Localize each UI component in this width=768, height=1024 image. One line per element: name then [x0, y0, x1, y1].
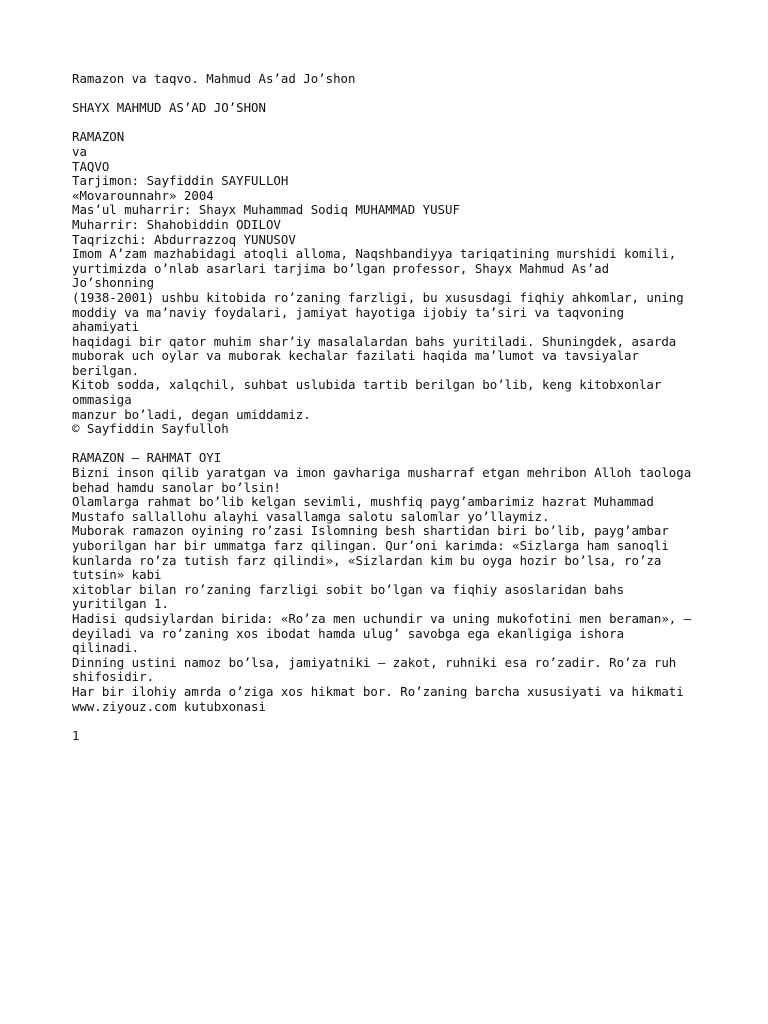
body-line: qilinadi.	[72, 640, 140, 656]
intro-line: ahamiyati	[72, 319, 140, 335]
section-body	[72, 466, 712, 714]
spacer	[72, 87, 712, 102]
title-line: va	[72, 143, 87, 159]
intro-block	[72, 247, 712, 437]
body-line: Har bir ilohiy amrda o’ziga xos hikmat bor. Ro’zaning barcha xususiyati va hikmati	[72, 683, 684, 699]
header-title: Ramazon va taqvo. Mahmud As’ad Jo’shon	[72, 71, 356, 86]
body-line: Hadisi qudsiylardan birida: «Ro’za men uchundir va uning mukofotini men beraman», –	[72, 610, 692, 626]
spacer	[72, 116, 712, 131]
body-line: Mustafo sallallohu alayhi vasallamga salotu salomlar yo’llaymiz.	[72, 508, 550, 524]
body-line: xitoblar bilan ro’zaning farzligi sobit bo’lgan va fiqhiy asoslaridan bahs	[72, 581, 625, 597]
body-line: deyiladi va ro’zaning xos ibodat hamda ulug’ savobga ega ekanligiga ishora	[72, 625, 625, 641]
credit-line: Muharrir: Shahobiddin ODILOV	[72, 216, 281, 232]
author-name: SHAYX MAHMUD AS’AD JO’SHON	[72, 100, 266, 116]
body-line: Olamlarga rahmat bo’lib kelgan sevimli, mushfiq payg’ambarimiz hazrat Muhammad	[72, 494, 654, 510]
body-line: tutsin» kabi	[72, 567, 162, 583]
title-line: TAQVO	[72, 158, 110, 174]
section-title: RAMAZON – RAHMAT OYI	[72, 450, 222, 466]
intro-line: Kitob sodda, xalqchil, suhbat uslubida tartib berilgan bo’lib, keng kitobxonlar	[72, 377, 662, 393]
page-number: 1	[72, 727, 80, 743]
intro-line: Jo’shonning	[72, 275, 155, 291]
credit-line: Mas’ul muharrir: Shayx Muhammad Sodiq MUHAMMAD YUSUF	[72, 202, 460, 218]
intro-line: moddiy va ma’naviy foydalari, jamiyat hayotiga ijobiy ta’siri va taqvoning	[72, 304, 625, 320]
intro-line: (1938-2001) ushbu kitobida ro’zaning farzligi, bu xususdagi fiqhiy ahkomlar, uning	[72, 289, 684, 305]
body-line: kunlarda ro’za tutish farz qilindi», «Sizlardan kim bu oyga hozir bo’lsa, ro’za	[72, 552, 662, 568]
body-line: Muborak ramazon oyining ro’zasi Islomning besh shartidan biri bo’lib, payg’ambar	[72, 523, 669, 539]
copyright-line: © Sayfiddin Sayfulloh	[72, 421, 229, 437]
intro-line: manzur bo’ladi, degan umiddamiz.	[72, 406, 311, 422]
credits-block	[72, 174, 712, 247]
intro-line: haqidagi bir qator muhim shar’iy masalalardan bahs yuritiladi. Shuningdek, asarda	[72, 333, 677, 349]
footer-source: www.ziyouz.com kutubxonasi	[72, 698, 266, 714]
body-line: Bizni inson qilib yaratgan va imon gavhariga musharraf etgan mehribon Alloh taologa	[72, 465, 692, 481]
body-line: shifosidir.	[72, 669, 155, 685]
intro-line: yurtimizda o’nlab asarlari tarjima bo’lgan professor, Shayx Mahmud As’ad	[72, 260, 610, 276]
intro-line: Imom A’zam mazhabidagi atoqli alloma, Naqshbandiyya tariqatining murshidi komili,	[72, 246, 677, 262]
title-line: RAMAZON	[72, 129, 125, 145]
body-line: yuborilgan har bir ummatga farz qilingan. Qur’oni karimda: «Sizlarga ham sanoqli	[72, 538, 669, 553]
credit-line: «Movarounnahr» 2004	[72, 187, 214, 203]
intro-line: berilgan.	[72, 362, 140, 378]
spacer	[72, 437, 712, 452]
title-block	[72, 130, 712, 174]
body-line: yuritilgan 1.	[72, 596, 169, 612]
intro-line: ommasiga	[72, 392, 132, 408]
intro-line: muborak uch oylar va muborak kechalar fazilati haqida ma’lumot va tavsiyalar	[72, 348, 639, 364]
credit-line: Tarjimon: Sayfiddin SAYFULLOH	[72, 173, 289, 189]
body-line: Dinning ustini namoz bo’lsa, jamiyatniki – zakot, ruhniki esa ro’zadir. Ro’za ruh	[72, 654, 677, 670]
body-line: behad hamdu sanolar bo’lsin!	[72, 479, 281, 495]
credit-line: Taqrizchi: Abdurrazzoq YUNUSOV	[72, 231, 296, 247]
document-page	[72, 72, 712, 743]
